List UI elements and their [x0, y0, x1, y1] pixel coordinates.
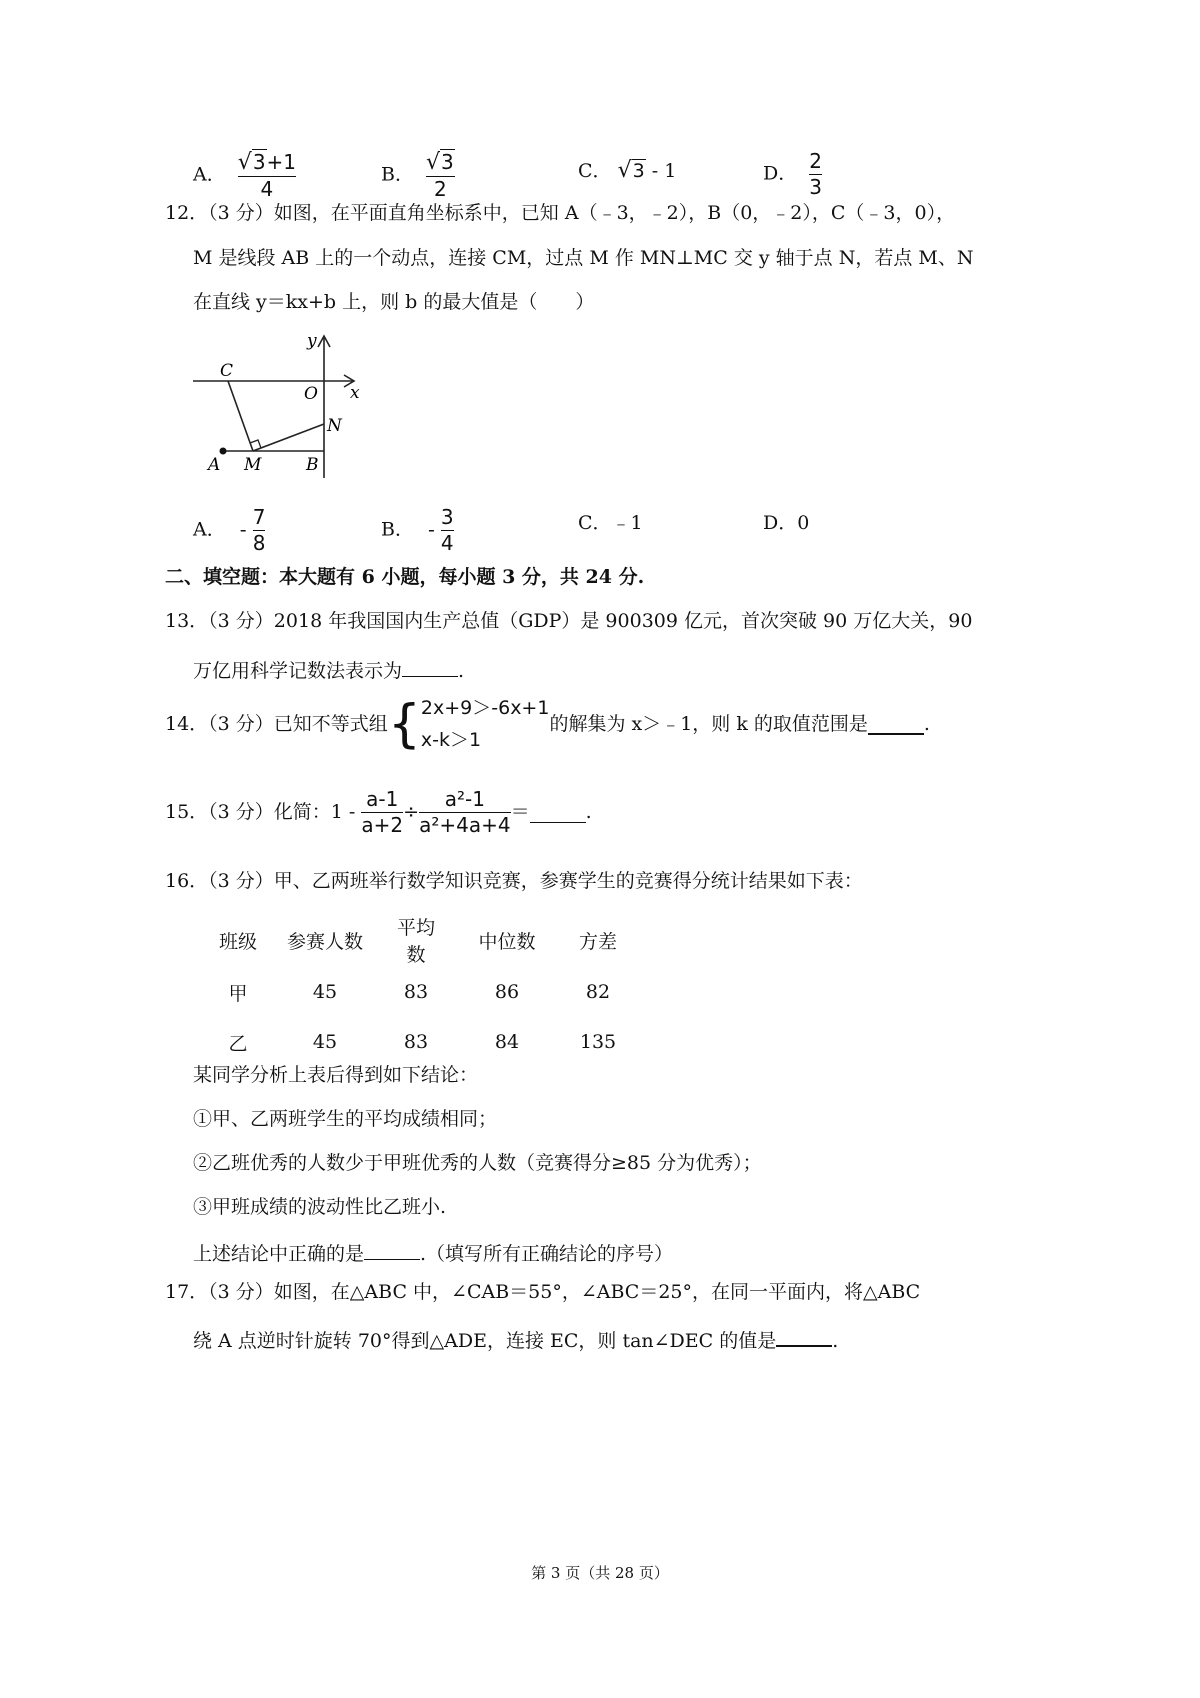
q12-option-a-fraction — [253, 506, 266, 555]
q12-option-b-sign: - — [428, 518, 435, 541]
q15-f2-numerator: a²-1 — [444, 787, 485, 811]
segment-cm — [228, 381, 253, 451]
q12-option-a-sign: - — [239, 518, 247, 541]
q14-answer-blank — [868, 714, 924, 735]
table-cell: 83 — [403, 981, 429, 1003]
table-header-cell: 方差 — [578, 930, 617, 953]
point-a — [220, 448, 227, 455]
q17-line-2 — [193, 1326, 838, 1351]
q12-coordinate-figure — [190, 330, 370, 480]
q12-option-d: D．0 — [763, 512, 810, 534]
label-a: A — [208, 455, 221, 475]
q16-answer-suffix: .（填写所有正确结论的序号） — [420, 1243, 674, 1265]
table-header-cell: 中位数 — [478, 930, 536, 953]
q13-answer-blank — [402, 657, 458, 677]
q16-conclusion-3: ③甲班成绩的波动性比乙班小. — [193, 1196, 447, 1218]
q11-b-denominator: 2 — [434, 177, 447, 202]
table-header-row — [215, 913, 625, 967]
q15-period: . — [585, 801, 592, 823]
q11-option-a-fraction: $\frac{√3+1}{4}$ — [237, 150, 297, 202]
q11-a-radicand: 3 — [252, 150, 266, 174]
q12-line-3: 在直线 y＝kx+b 上，则 b 的最大值是（ ） — [193, 291, 595, 313]
q15-answer-blank — [530, 803, 586, 823]
table-row — [215, 1017, 625, 1067]
table-cell: 甲 — [228, 982, 248, 1005]
q15-f2-denominator: a²+4a+4 — [419, 813, 511, 837]
q12-option-b-fraction — [441, 506, 454, 555]
q11-option-d-fraction — [809, 150, 822, 199]
q11-option-d-label: D． — [763, 162, 798, 185]
q11-c-radicand: 3 — [632, 160, 645, 182]
label-o: O — [304, 384, 318, 404]
table-cell: 45 — [312, 981, 338, 1003]
q13-line-2 — [193, 657, 464, 681]
q17-period: . — [832, 1330, 839, 1352]
q12-option-b-label: B． — [381, 518, 414, 541]
q11-b-radicand: 3 — [441, 150, 454, 174]
table-cell: 82 — [585, 981, 611, 1003]
q15-divide-sign: ÷ — [403, 801, 420, 823]
q16-analysis: 某同学分析上表后得到如下结论： — [193, 1064, 479, 1086]
q16-conclusion-2: ②乙班优秀的人数少于甲班优秀的人数（竞赛得分≥85 分为优秀）； — [193, 1152, 762, 1174]
q17-line-1: 17．（3 分）如图，在△ABC 中，∠CAB＝55°，∠ABC＝25°，在同一平面内，将△ABC — [165, 1281, 921, 1303]
q12-b-denominator: 4 — [440, 531, 454, 555]
q15-equals: ＝ — [510, 801, 530, 823]
q15-fraction-2 — [419, 788, 511, 837]
q11-a-plus: +1 — [266, 150, 297, 174]
q12-line-2: M 是线段 AB 上的一个动点，连接 CM，过点 M 作 MN⊥MC 交 y 轴于点 N，若点 M、N — [193, 247, 974, 269]
q13-line-1: 13．（3 分）2018 年我国国内生产总值（GDP）是 900309 亿元，首次突破 90 万亿大关，90 — [165, 610, 973, 632]
table-header-cell: 平均数 — [396, 917, 435, 966]
table-cell: 乙 — [228, 1032, 248, 1055]
q14-period: . — [923, 712, 930, 735]
q12-a-numerator: 7 — [252, 505, 266, 529]
page-footer: 第 3 页（共 28 页） — [531, 1564, 669, 1582]
q11-option-d — [763, 150, 822, 199]
label-x: x — [350, 383, 360, 403]
q12-option-a-label: A． — [193, 518, 226, 541]
q14-system — [421, 692, 550, 757]
q14-inequality-2: x-k＞1 — [420, 729, 482, 752]
q14-brace-icon: { — [387, 694, 421, 755]
q12-option-a — [193, 506, 265, 555]
table-row — [215, 967, 625, 1017]
label-c: C — [220, 361, 234, 381]
q12-option-c: C．﹣1 — [578, 512, 643, 534]
q14-suffix: 的解集为 x＞﹣1，则 k 的取值范围是 — [549, 712, 868, 735]
q11-c-rest: - 1 — [651, 160, 677, 182]
label-m: M — [244, 455, 262, 475]
q16-conclusion-1: ①甲、乙两班学生的平均成绩相同； — [193, 1108, 498, 1130]
label-b: B — [306, 455, 319, 475]
q11-option-a — [193, 150, 296, 201]
segment-mn — [253, 424, 324, 451]
q16-answer-line — [193, 1240, 673, 1264]
label-y: y — [307, 331, 317, 351]
q11-c-root: √3 — [617, 158, 645, 183]
q15-f1-numerator: a-1 — [366, 787, 399, 811]
q15-f1-denominator: a+2 — [361, 813, 404, 837]
q17-line-2-text: 绕 A 点逆时针旋转 70°得到△ADE，连接 EC，则 tan∠DEC 的值是 — [193, 1330, 777, 1352]
q11-option-b-fraction: $\frac{√3}{2}$ — [426, 150, 454, 202]
q12-option-b — [381, 506, 454, 555]
q12-a-denominator: 8 — [252, 531, 266, 555]
q16-answer-blank — [364, 1240, 420, 1260]
q12-b-numerator: 3 — [440, 505, 454, 529]
table-cell: 86 — [494, 981, 520, 1003]
q17-answer-blank — [776, 1326, 832, 1347]
q11-option-c — [578, 160, 676, 182]
q12-line-1: 12．（3 分）如图，在平面直角坐标系中，已知 A（﹣3，﹣2），B（0，﹣2），C（﹣3，0）， — [165, 202, 956, 224]
table-cell: 83 — [403, 1031, 429, 1053]
q14-inequality-1: 2x+9＞-6x+1 — [420, 697, 550, 719]
q16-answer-prefix: 上述结论中正确的是 — [193, 1243, 365, 1265]
q14-prefix: 14．（3 分）已知不等式组 — [165, 712, 388, 735]
q14-line — [165, 692, 930, 757]
q11-option-a-label: A． — [193, 163, 226, 186]
q15-fraction-1 — [361, 788, 403, 837]
q11-d-numerator: 2 — [809, 149, 823, 173]
q11-a-denominator: 4 — [260, 177, 274, 202]
q16-intro: 16．（3 分）甲、乙两班举行数学知识竞赛，参赛学生的竞赛得分统计结果如下表： — [165, 870, 863, 892]
q11-d-denominator: 3 — [809, 175, 823, 199]
q11-option-b-label: B． — [381, 163, 414, 186]
table-header-cell: 班级 — [218, 930, 257, 953]
table-header-cell: 参赛人数 — [286, 930, 363, 953]
table-cell: 45 — [312, 1031, 338, 1053]
q13-line-2-period: . — [458, 660, 465, 682]
q15-line — [165, 788, 592, 837]
table-cell: 135 — [579, 1031, 617, 1053]
q11-option-b — [381, 150, 455, 201]
q13-line-2-text: 万亿用科学记数法表示为 — [193, 660, 403, 682]
section-2-title: 二、填空题：本大题有 6 小题，每小题 3 分，共 24 分. — [165, 566, 645, 588]
table-cell: 84 — [494, 1031, 520, 1053]
q16-stats-table — [215, 913, 625, 1067]
q11-option-c-label: C． — [578, 160, 612, 182]
label-n: N — [327, 416, 342, 436]
q15-prefix: 15．（3 分）化简：1 - — [165, 801, 356, 823]
